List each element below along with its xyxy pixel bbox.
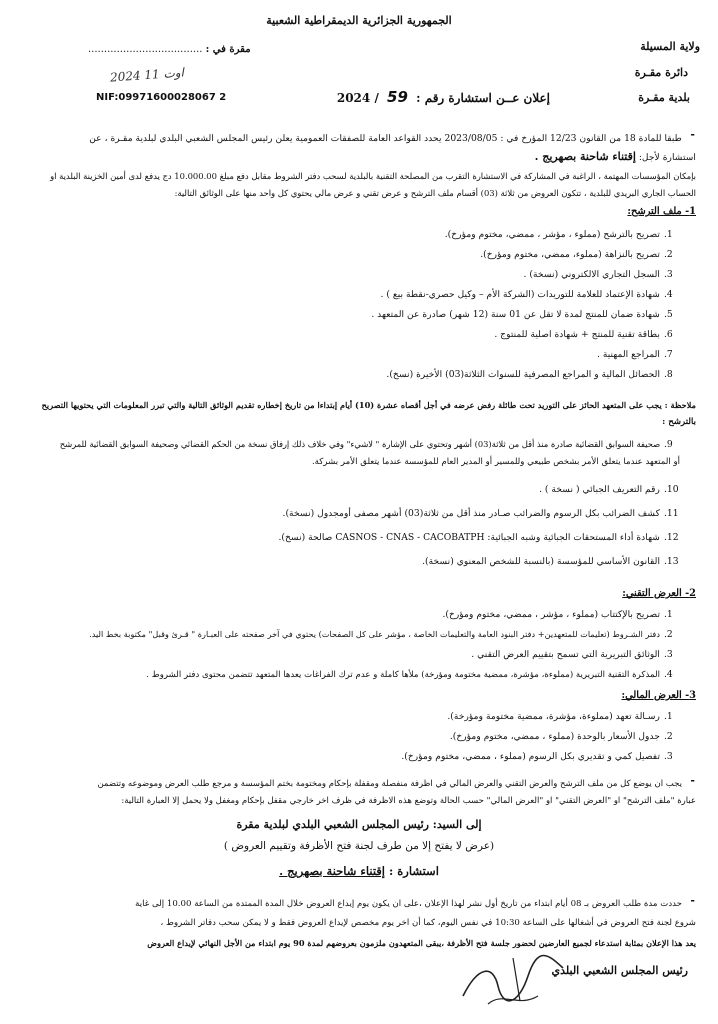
wilaya-name: ولاية المسيلة [640, 40, 700, 53]
financial-heading: 3- العرض المالي: [621, 690, 696, 701]
stamp-date: 2024 اوت 11 [109, 65, 185, 85]
nif-number: NIF:09971600028067 2 [96, 92, 227, 103]
addressee: إلى السيد: رئيس المجلس الشعبي البلدي لبلدية مقرة [236, 818, 482, 831]
financial-list [401, 708, 690, 765]
candidature-list-2 [60, 436, 690, 570]
signature-title: رئيس المجلس الشعبي البلدي [551, 964, 688, 977]
list-number: 2. [664, 731, 673, 742]
envelope-line2: عبارة "ملف الترشح" او "العرض التقني" او "العرض المالي" حسب الحالة وتوضع هذه الاظرفة في ظرف اخر خارجي مقفل بإحكام ومغفل ولا يحمل إلا العبارة التالية: [121, 796, 696, 806]
list-number: 1. [664, 229, 673, 240]
note-line1: ملاحظة : يجب على المتعهد الحائز على التوريد تحت طائلة رفض عرضه في أجل أقصاه عشرة (10) أيام إبتداءا من تاريخ إخطاره تقديم الوثائق التالية والتي تبرر المعلومات التي يحتويها التصريح [41, 400, 696, 410]
list-number: 3. [664, 751, 673, 762]
intro-bullet: - [690, 128, 695, 141]
consultation-title: إقتناء شاحنة بصهريج . [279, 864, 385, 878]
intro-line3: بإمكان المؤسسات المهتمة ، الراغبة في المشاركة في الاستشارة التقرب من المصلحة التقنية بالبلدية لسحب دفتر الشروط مقابل دفع مبلغ 10.000.00 دج يدفع لدى أمين الخزينة البلدية او [50, 171, 696, 181]
envelope-notice: (عرض لا يفتح إلا من طرف لجنة فتح الأظرفة وتقييم العروض ) [223, 840, 495, 852]
list-item [401, 748, 690, 765]
candidature-list [371, 226, 690, 383]
list-item [371, 226, 690, 243]
list-text: تصريح بالإكتتاب (مملوء ، مؤشر ، ممضي، مختوم ومؤرخ). [442, 609, 660, 620]
list-text: السجل التجاري الالكتروني (نسخة) . [523, 269, 660, 280]
date-place-label: مقرة في : [205, 44, 251, 55]
list-text: أو المتعهد عندما يتعلق الأمر بشخص طبيعي وللمسير أو المدير العام للمؤسسة عندما يتعلق الأمر بشركة. [311, 457, 680, 467]
project-title: إقتناء شاحنة بصهريج . [534, 150, 636, 163]
list-number: 2. [664, 629, 673, 640]
list-text: شهادة أداء المستحقات الجبائية وشبه الجبائية: CASNOS - CNAS - CACOBATPH صالحة (نسخ). [278, 532, 660, 543]
list-number: 10. [664, 484, 679, 495]
list-text: تصريح بالترشح (مملوء ، مؤشر ، ممضي، مختوم ومؤرخ). [444, 229, 660, 240]
list-text: تصريح بالنزاهة (مملوء، ممضي، مختوم ومؤرخ). [480, 249, 660, 260]
list-number: 13. [664, 556, 679, 567]
consultation-subject [0, 864, 718, 878]
list-item [401, 728, 690, 745]
list-item-continuation [50, 453, 680, 471]
list-number: 1. [664, 711, 673, 722]
list-item [89, 606, 690, 623]
list-text: شهادة الإعتماد للعلامة للتوريدات (الشركة الأم – وكيل حصري-نقطة بيع ) . [380, 289, 660, 300]
list-number: 8. [664, 369, 673, 380]
list-text: دفتر الشـروط (تعليمات للمتعهدين+ دفتر البنود العامة والتعليمات الخاصة ، مؤشر على كل الصفحات) يحتوي في آخر صفحته على العبـارة " قـرئ وقبل" مكتوبة بخط اليد. [89, 629, 660, 639]
intro-line2-prefix: استشارة لأجل: [638, 152, 696, 163]
list-item [89, 626, 690, 643]
list-number: 6. [664, 329, 673, 340]
list-item [371, 306, 690, 323]
list-number: 11. [664, 508, 679, 519]
list-item [60, 529, 690, 546]
list-text: تفصيل كمي و تقديري بكل الرسوم (مملوء ، ممضي، مختوم ومؤرخ). [401, 751, 660, 762]
list-text: بطاقة تقنية للمنتج + شهادة اصلية للمنتوج . [494, 329, 660, 340]
list-text: كشف الضرائب بكل الرسوم والضرائب صـادر منذ أقل من ثلاثة(03) أشهر مصفى أومجدول (نسخة). [282, 508, 660, 519]
list-text: رقم التعريف الجبائي ( نسخة ) . [539, 484, 660, 495]
list-text: صحيفة السوابق القضائية صادرة منذ أقل من ثلاثة(03) أشهر وتحتوي على الإشارة " لاشيء" وفي خلاف ذلك إرفاق نسخة من الحكم القضائي وصحيفة السوابق القضائية للمرشح [59, 439, 660, 449]
list-item [371, 326, 690, 343]
list-item [371, 246, 690, 263]
list-number: 12. [664, 532, 679, 543]
envelope-bullet: - [690, 774, 695, 787]
envelope-line1: يجب ان يوضع كل من ملف الترشح والعرض التقني والعرض المالي في اظرفة منفصلة ومقفلة بإحكام ومختومة بختم المؤسسة و مرجع طلب العرض وموضوعه وتتضمن [97, 779, 682, 789]
intro-line1: طبقا للمادة 18 من القانون 12/23 المؤرخ في : 2023/08/05 يحدد القواعد العامة للصفقات العمومية يعلن رئيس المجلس الشعبي البلدي لبلدية مقـرة ، عن [89, 133, 682, 144]
note-line2: بالترشح : [662, 417, 696, 427]
list-text: رسـالة تعهد (مملوءة، مؤشرة، ممضية مختومة ومؤرخة). [447, 711, 660, 722]
list-number: 9. [664, 439, 673, 450]
list-item [371, 366, 690, 383]
list-text: شهادة ضمان للمنتج لمدة لا تقل عن 01 سنة (12 شهر) صادرة عن المتعهد . [371, 309, 660, 320]
list-text: المراجع المهنية . [597, 349, 660, 360]
announcement-number: 59 [387, 88, 408, 106]
announcement-label: إعلان عــن استشارة رقم : [416, 91, 550, 105]
list-number: 7. [664, 349, 673, 360]
closing-line1: حددت مدة طلب العروض بـ 08 أيام ابتداء من تاريخ أول نشر لهذا الإعلان ،على ان يكون يوم إيداع العروض خلال المدة الممتدة من الساعة 10.00 إلى غاية [135, 899, 682, 909]
list-text: القانون الأساسي للمؤسسة (بالنسبة للشخص المعنوي (نسخة). [422, 556, 660, 567]
intro-line4: الحساب الجاري البريدي للبلدية ، تتكون العروض من ثلاثة (03) أقسام ملف الترشح و عرض تقني و عرض مالي يحتوي كل واحد منها على الوثائق التالية: [174, 188, 696, 198]
republic-title: الجمهورية الجزائرية الديمقراطية الشعبية [266, 14, 452, 27]
announcement-year: 2024 [336, 91, 371, 105]
handwritten-signature-icon [458, 946, 568, 1016]
date-place [88, 44, 251, 55]
list-number: 2. [664, 249, 673, 260]
technical-heading: 2- العرض التقني: [622, 588, 696, 599]
list-number: 3. [664, 269, 673, 280]
list-number: 1. [664, 609, 673, 620]
list-text: جدول الأسعار بالوحدة (مملوء ، ممضي، مختوم ومؤرخ). [449, 731, 660, 742]
closing-line3: يعد هذا الإعلان بمثابة استدعاء لجميع العارضين لحضور جلسة فتح الأظرفة ،يبقى المتعهدون ملزمون بعروضهم لمدة 90 يوم ابتداء من الأجل النهائي لإيداع العروض [147, 938, 696, 948]
list-item [371, 346, 690, 363]
list-text: الوثائق التبريرية التي تسمح بتقييم العرض التقني . [471, 649, 660, 660]
list-item [60, 553, 690, 570]
list-item [371, 266, 690, 283]
daira-name: دائرة مقـرة [634, 66, 688, 79]
intro-line2 [535, 148, 696, 166]
commune-name: بلدية مقـرة [638, 91, 690, 104]
list-text: الحصائل المالية و المراجع المصرفية للسنوات الثلاثة(03) الأخيرة (نسخ). [386, 369, 660, 380]
list-item [371, 286, 690, 303]
candidature-heading: 1- ملف الترشح: [627, 206, 696, 217]
announcement-title: إعلان عــن استشارة رقم : 59 / 2024 [336, 88, 550, 106]
list-item [60, 436, 690, 453]
list-item [89, 666, 690, 684]
list-item [89, 646, 690, 663]
list-number: 4. [664, 289, 673, 300]
list-number: 3. [664, 649, 673, 660]
list-number: 5. [664, 309, 673, 320]
list-number: 4. [664, 669, 673, 680]
list-item [401, 708, 690, 725]
list-item [60, 481, 690, 498]
list-text: المذكرة التقنية التبريرية (مملوءة، مؤشرة، ممضية مختومة ومؤرخة) ملأها كاملة و عدم ترك الفراغات يعدها المتعهد تتضمن محتوى دفتر الشروط . [146, 670, 660, 680]
closing-line2: شروع لجنة فتح العروض في أشغالها على الساعة 10:30 في نفس اليوم، كما أن اخر يوم مخصص لإيداع العروض فقط و لا يمكن سحب دفاتر الشروط ، [160, 918, 696, 928]
list-item [60, 505, 690, 522]
closing-bullet: - [690, 894, 695, 907]
date-place-dots: .................................... [88, 44, 203, 55]
consultation-label: استشارة : [389, 864, 439, 878]
technical-list [89, 606, 690, 684]
